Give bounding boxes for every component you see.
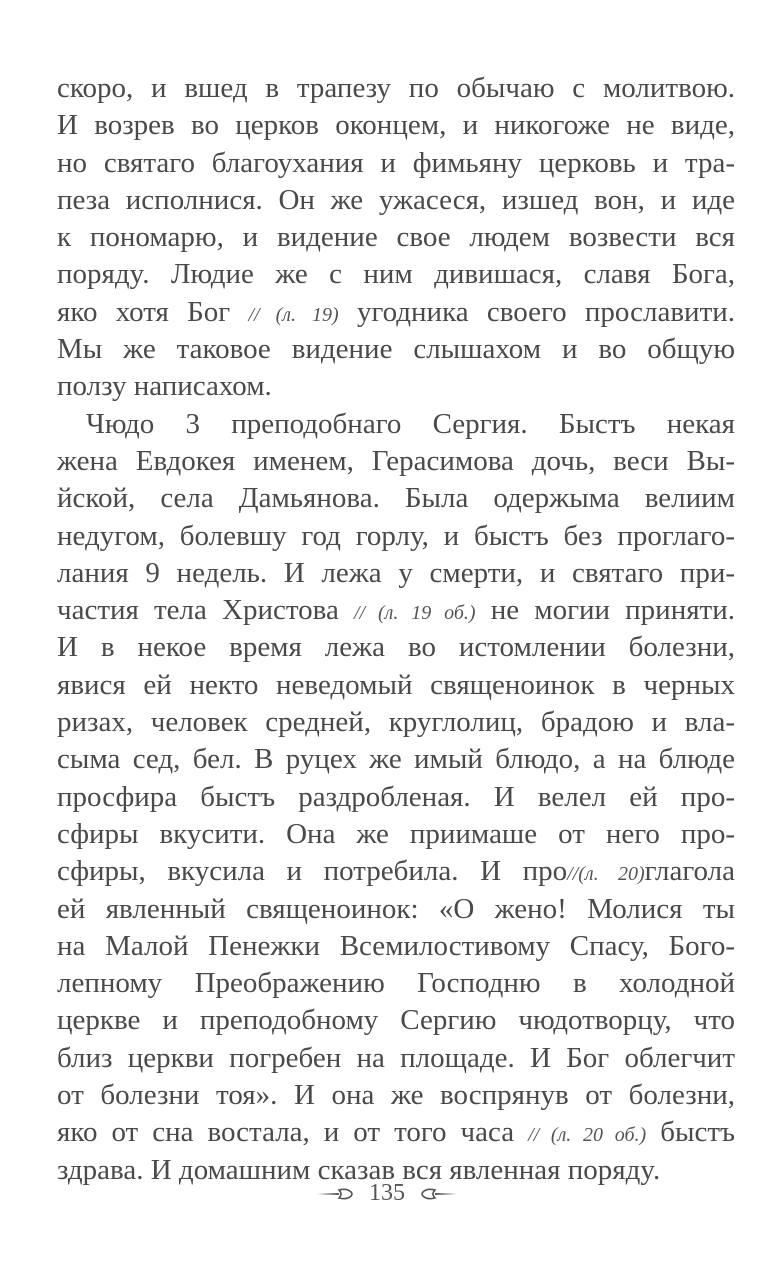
page-number: 135 [369,1180,405,1206]
text-line: И в некое время лежа во истомлении болезни, [57,631,735,664]
line-text-before: сфиры, вкусила и потребила. И про [57,855,568,888]
text-line: но святаго благоухания и фимьяну церковь и тра- [57,146,735,179]
text-line: близ церкви погребен на площаде. И Бог облегчит [57,1041,735,1074]
text-line: церкве и преподобному Сергию чюдотворцу, что [57,1004,735,1037]
line-text-after: быстъ [646,1116,735,1149]
line-text-before: яко от сна востала, и от того часа [57,1116,529,1149]
text-line: от болезни тоя». И она же воспрянув от болезни, [57,1079,735,1112]
text-line: здрава. И домашним сказав вся явленная порядy. [57,1153,661,1186]
folio-reference: //(л. 20) [567,863,645,886]
text-line: ризах, человек средней, круглолиц, брадою и вла- [57,706,735,739]
text-line: на Малой Пенежки Всемилостивому Спасу, Бого- [57,929,735,962]
text-line: скоро, и вшед в трапезу по обычаю с молитвою. [57,72,735,104]
folio-reference: // (л. 19 об.) [353,602,476,625]
text-line: просфира быстъ раздробленая. И велел ей про- [57,780,735,813]
text-line: явися ей некто неведомый священоинок в черных [57,668,735,701]
text-line: недугом, болевшу год горлу, и быстъ без проглаго- [57,519,735,552]
text-line: йской, села Дамьянова. Была одержыма велиим [57,482,735,515]
text-line: Мы же таковое видение слышахом и во общую [57,333,735,366]
text-line [57,294,735,331]
text-line: жена Евдокея именем, Герасимова дочь, веси Вы- [57,444,735,477]
line-text-after: глагола [644,855,736,888]
text-line: ползу написахом. [57,370,272,403]
page-footer [0,1180,774,1208]
text-line: пеза исполнися. Он же ужасеся, изшед вон, и иде [57,183,735,216]
text-line [57,592,735,629]
text-line: сыма сед, бел. В руцех же имый блюдо, а на блюде [57,743,735,776]
line-text-after: угодника своего прославити. [338,295,736,328]
line-text-after: не могии приняти. [475,594,735,627]
line-text-before: частия тела Христова [57,594,354,627]
ornament-left-icon [317,1181,355,1208]
text-line: сфиры вкусити. Она же приимаше от него про- [57,817,735,850]
folio-reference: // (л. 20 об.) [528,1124,647,1147]
text-line [57,1114,735,1151]
text-line: Чюдо 3 преподобнаго Сергия. Быстъ некая [86,407,735,440]
text-line: ей явленный священоинок: «О жено! Молися ты [57,892,735,925]
line-text-before: яко хотя Бог [57,295,249,328]
text-line [57,853,735,890]
text-line: И возрев во церков оконцем, и никогоже не виде, [57,109,735,142]
text-line: лепному Преображению Господню в холодной [57,967,735,1000]
text-line: порядy. Людие же с ним дивишася, славя Бога, [57,258,735,291]
text-line: к пономарю, и видение свое людем возвести вся [57,221,735,254]
folio-reference: // (л. 19) [248,303,339,326]
text-line: лания 9 недель. И лежа у смерти, и святаго при- [57,556,735,589]
page-body [57,70,735,1189]
ornament-right-icon [419,1181,457,1208]
